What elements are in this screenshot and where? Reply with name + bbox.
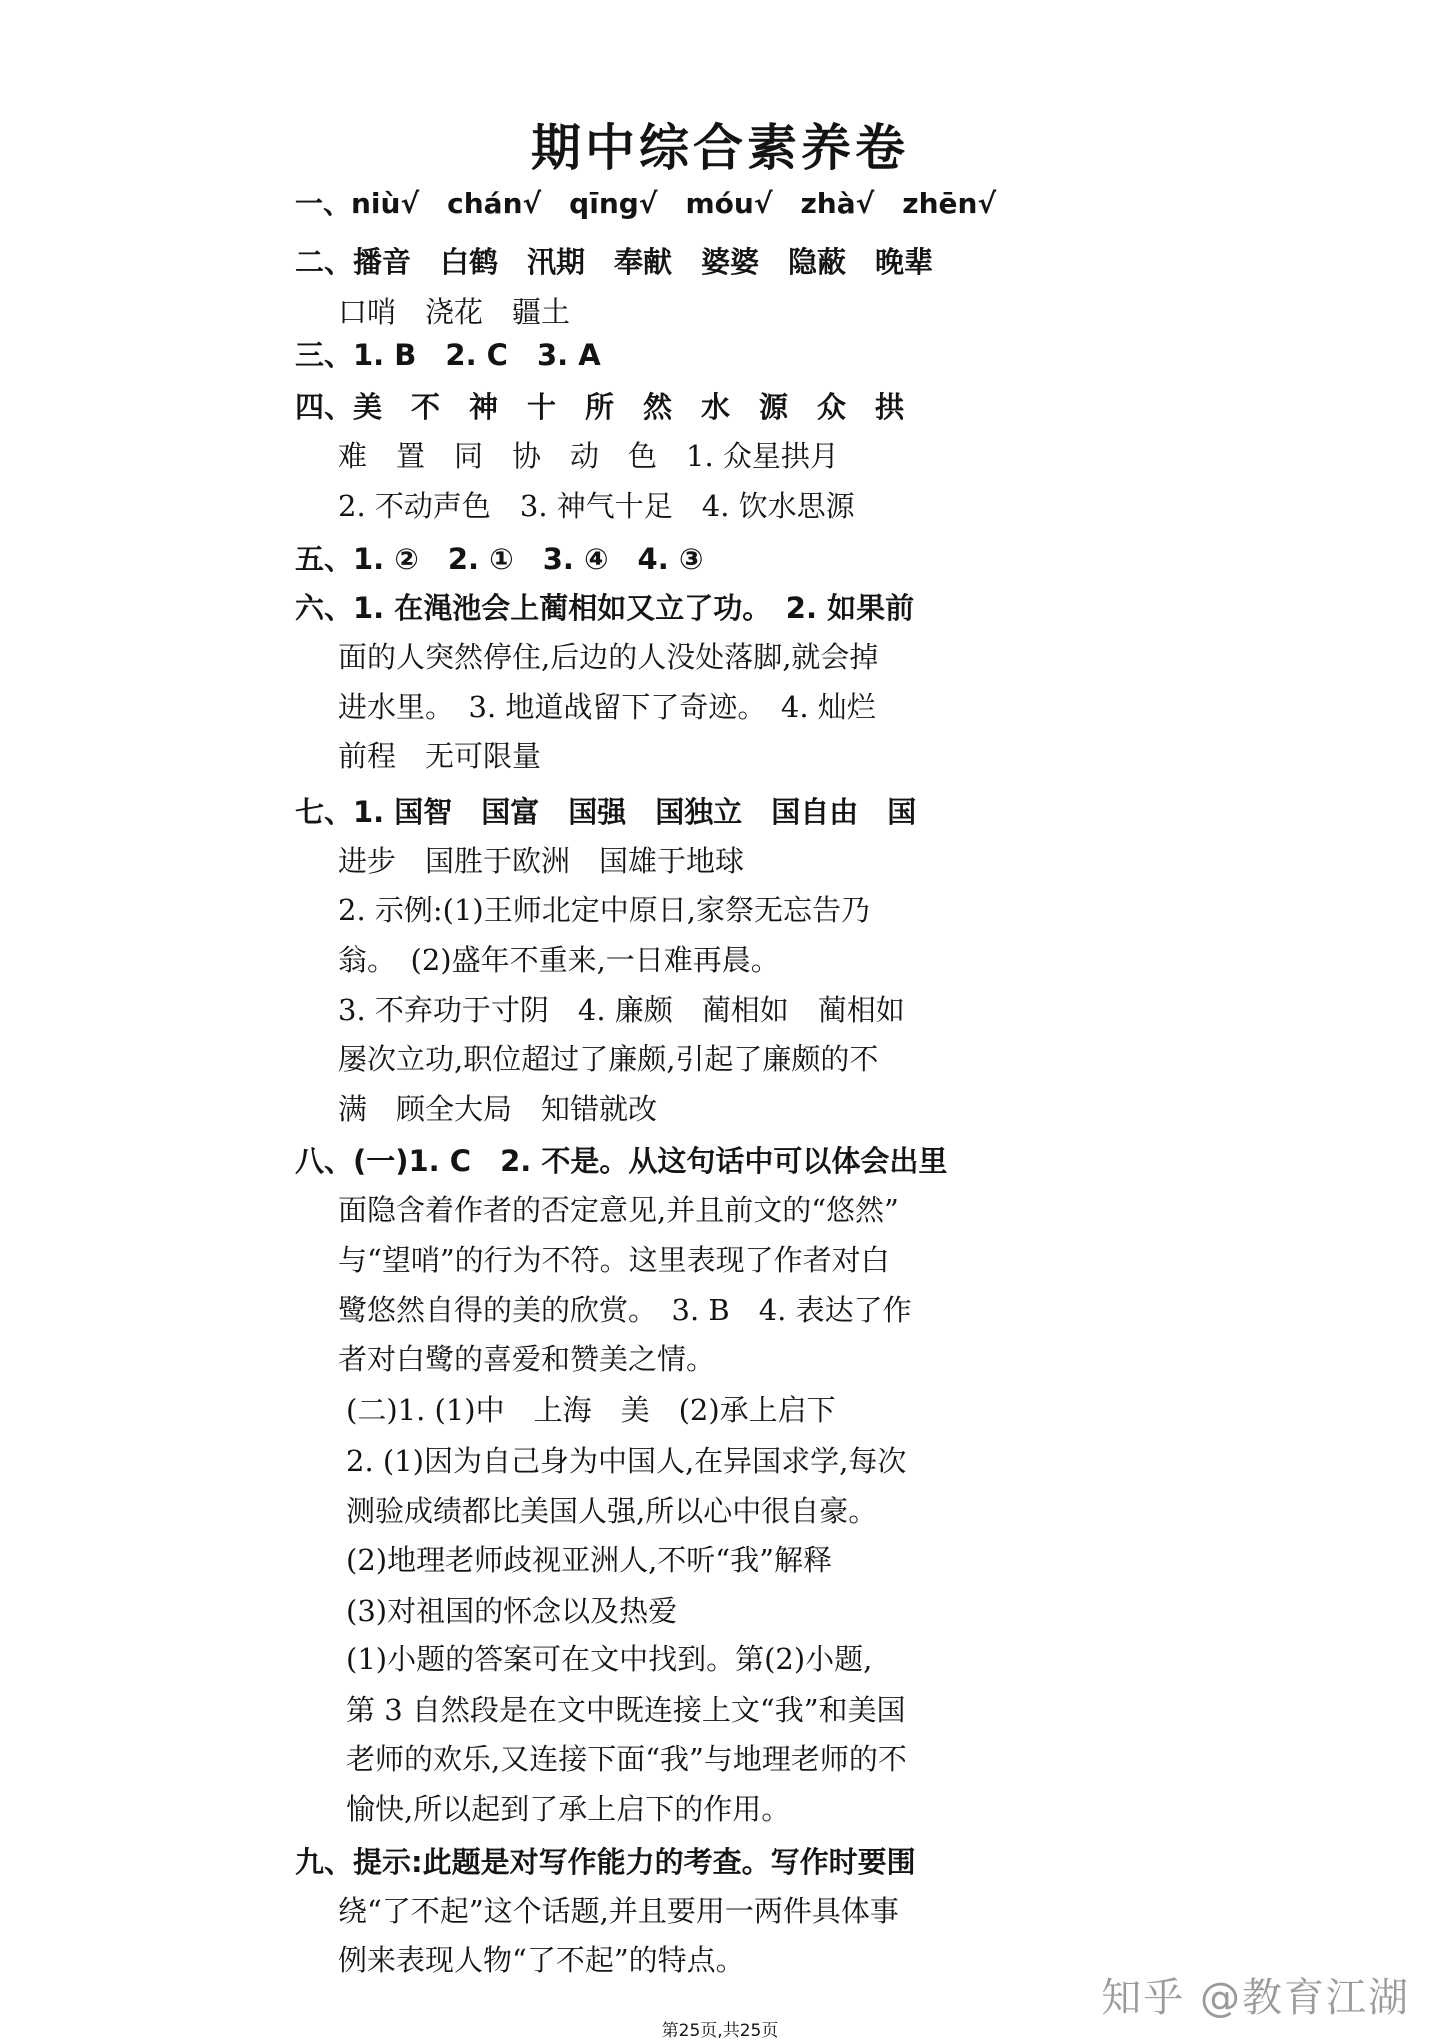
page-footer: 第25页,共25页: [661, 2021, 779, 2041]
answer-line-10: 面的人突然停住,后边的人没处落脚,就会掉: [338, 640, 879, 674]
answer-line-35: 绕“了不起”这个话题,并且要用一两件具体事: [338, 1894, 899, 1928]
answer-line-24: 者对白鹭的喜爱和赞美之情。: [338, 1342, 716, 1376]
answer-line-18: 屡次立功,职位超过了廉颇,引起了廉颇的不: [338, 1042, 879, 1076]
answer-line-31: 第 3 自然段是在文中既连接上文“我”和美国: [346, 1693, 906, 1727]
answer-line-19: 满 顾全大局 知错就改: [338, 1092, 658, 1126]
answer-line-36: 例来表现人物“了不起”的特点。: [338, 1943, 745, 1977]
answer-line-15: 2. 示例:(1)王师北定中原日,家祭无忘告乃: [338, 893, 870, 927]
answer-line-22: 与“望哨”的行为不符。这里表现了作者对白: [338, 1243, 890, 1277]
answer-line-30: (1)小题的答案可在文中找到。第(2)小题,: [346, 1642, 873, 1676]
answer-line-23: 鹭悠然自得的美的欣赏。 3. B 4. 表达了作: [338, 1293, 912, 1327]
answer-line-13: 七、1. 国智 国富 国强 国独立 国自由 国: [295, 795, 917, 829]
answer-line-28: (2)地理老师歧视亚洲人,不听“我”解释: [346, 1543, 832, 1577]
answer-line-17: 3. 不弃功于寸阴 4. 廉颇 蔺相如 蔺相如: [338, 993, 905, 1027]
answer-line-25: (二)1. (1)中 上海 美 (2)承上启下: [346, 1393, 836, 1427]
answer-line-9: 六、1. 在渑池会上蔺相如又立了功。 2. 如果前: [295, 591, 915, 625]
answer-line-7: 2. 不动声色 3. 神气十足 4. 饮水思源: [338, 489, 855, 523]
answer-line-2: 二、播音 白鹤 汛期 奉献 婆婆 隐蔽 晚辈: [295, 245, 934, 279]
answer-line-21: 面隐含着作者的否定意见,并且前文的“悠然”: [338, 1193, 899, 1227]
answer-line-26: 2. (1)因为自己身为中国人,在异国求学,每次: [346, 1444, 907, 1478]
answer-line-20: 八、(一)1. C 2. 不是。从这句话中可以体会出里: [295, 1144, 948, 1178]
answer-line-3: 口哨 浇花 疆土: [338, 295, 571, 329]
answer-line-14: 进步 国胜于欧洲 国雄于地球: [338, 844, 745, 878]
watermark: 知乎 @教育江湖: [1101, 1975, 1410, 2021]
answer-line-16: 翁。 (2)盛年不重来,一日难再晨。: [338, 943, 780, 977]
answer-line-1: 一、niù√ chán√ qīng√ móu√ zhà√ zhēn√: [295, 187, 997, 220]
answer-line-5: 四、美 不 神 十 所 然 水 源 众 拱: [295, 390, 905, 424]
answer-line-27: 测验成绩都比美国人强,所以心中很自豪。: [346, 1494, 878, 1528]
answer-line-4: 三、1. B 2. C 3. A: [295, 338, 601, 372]
answer-line-11: 进水里。 3. 地道战留下了奇迹。 4. 灿烂: [338, 690, 876, 724]
answer-line-12: 前程 无可限量: [338, 739, 542, 773]
answer-line-33: 愉快,所以起到了承上启下的作用。: [346, 1792, 791, 1826]
answer-line-6: 难 置 同 协 动 色 1. 众星拱月: [338, 439, 839, 473]
answer-line-34: 九、提示:此题是对写作能力的考查。写作时要围: [295, 1845, 916, 1879]
page-title: 期中综合素养卷: [531, 119, 909, 177]
answer-line-29: (3)对祖国的怀念以及热爱: [346, 1594, 678, 1628]
answer-line-32: 老师的欢乐,又连接下面“我”与地理老师的不: [346, 1742, 907, 1776]
answer-line-8: 五、1. ② 2. ① 3. ④ 4. ③: [295, 542, 704, 576]
